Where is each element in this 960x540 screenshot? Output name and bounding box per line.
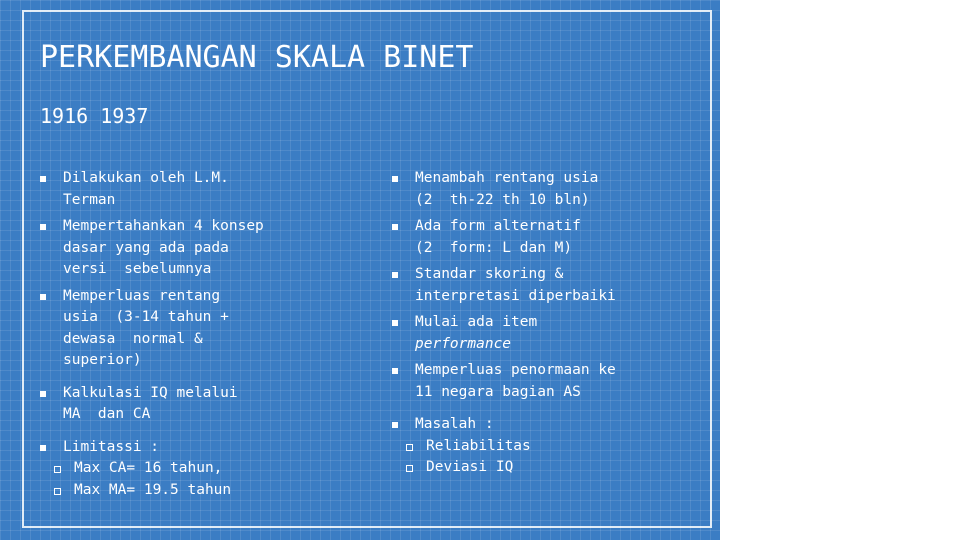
list-item-emphasis: performance	[415, 335, 512, 352]
list-item-text: Limitassi :	[63, 438, 160, 455]
sub-list-item	[40, 458, 340, 480]
list-item	[40, 216, 340, 281]
bullet-icon	[392, 224, 398, 230]
bullet-icon	[392, 320, 398, 326]
list-item-text: Mempertahankan 4 konsep dasar yang ada pada versi sebelumnya	[63, 218, 264, 277]
bullet-icon	[40, 294, 46, 300]
sub-list-item	[392, 457, 702, 479]
bullet-icon	[392, 368, 398, 374]
list-item-text: Dilakukan oleh L.M. Terman	[63, 170, 229, 208]
list-item	[40, 286, 340, 372]
sub-list-item-text: Max CA= 16 tahun,	[74, 460, 223, 476]
sub-bullet-icon	[406, 465, 413, 472]
bullet-icon	[392, 272, 398, 278]
sub-list-item-text: Deviasi IQ	[426, 459, 514, 475]
bullet-icon	[392, 176, 398, 182]
bullet-icon	[40, 445, 46, 451]
list-item-text: Kalkulasi IQ melalui MA dan CA	[63, 384, 238, 422]
sub-list-item	[40, 480, 340, 502]
list-item-text: Memperluas penormaan ke 11 negara bagian AS	[415, 362, 616, 400]
bullet-icon	[40, 176, 46, 182]
list-item-text: Masalah :	[415, 416, 494, 432]
bullet-icon	[40, 391, 46, 397]
list-item	[392, 312, 702, 355]
list-item-text: Ada form alternatif (2 form: L dan M)	[415, 218, 581, 256]
list-item	[392, 168, 702, 211]
sub-bullet-icon	[54, 488, 61, 495]
list-item-text: Menambah rentang usia (2 th-22 th 10 bln)	[415, 170, 599, 208]
sub-bullet-icon	[54, 466, 61, 473]
list-item-text: Mulai ada item	[415, 314, 538, 330]
list-item	[40, 383, 340, 426]
right-column	[392, 168, 702, 479]
list-item	[392, 360, 702, 403]
list-item	[40, 437, 340, 459]
slide-title: PERKEMBANGAN SKALA BINET	[40, 40, 474, 75]
list-item-text: Memperluas rentang usia (3-14 tahun + dewasa normal & superior)	[63, 287, 229, 368]
sub-bullet-icon	[406, 444, 413, 451]
bullet-icon	[40, 224, 46, 230]
left-column	[40, 168, 340, 501]
list-item	[392, 264, 702, 307]
bullet-icon	[392, 422, 398, 428]
list-item-text: Standar skoring & interpretasi diperbaiki	[415, 266, 616, 304]
slide-subtitle: 1916 1937	[40, 104, 149, 128]
list-item	[392, 414, 702, 436]
sub-list-item-text: Max MA= 19.5 tahun	[74, 481, 232, 498]
list-item	[40, 168, 340, 211]
list-item	[392, 216, 702, 259]
sub-list-item	[392, 436, 702, 458]
sub-list-item-text: Reliabilitas	[426, 437, 531, 454]
